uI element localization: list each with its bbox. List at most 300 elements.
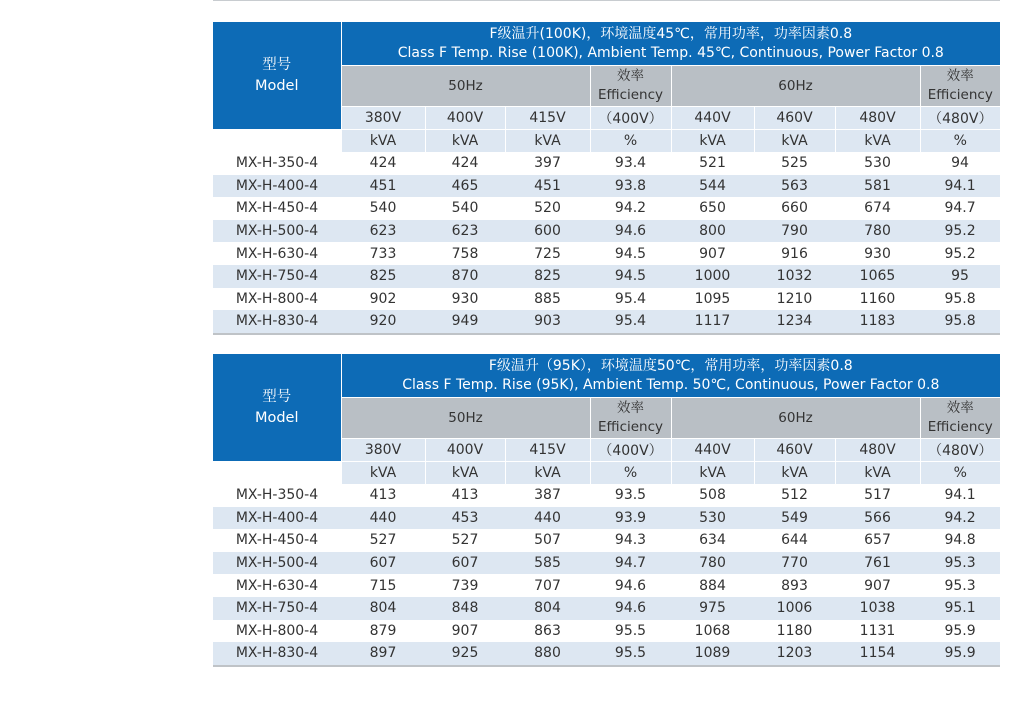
value-cell xyxy=(590,197,671,220)
model-cell-text: MX-H-400-4 xyxy=(235,509,319,526)
table-row xyxy=(213,265,1000,288)
efficiency-header-480v xyxy=(920,398,1000,439)
table-row xyxy=(213,642,1000,666)
table-row xyxy=(213,152,1000,175)
value-cell-text: 93.4 xyxy=(614,155,647,172)
table-row xyxy=(213,288,1000,311)
value-cell xyxy=(425,220,505,243)
voltage-header xyxy=(505,107,590,130)
value-cell-text: 1038 xyxy=(859,600,896,617)
voltage-header-text: （400V） xyxy=(598,111,663,127)
model-cell xyxy=(213,197,341,220)
unit-header-text: kVA xyxy=(864,465,891,481)
value-cell-text: 780 xyxy=(864,223,891,240)
value-cell xyxy=(920,310,1000,334)
value-cell-text: 549 xyxy=(781,509,808,526)
value-cell-text: 1032 xyxy=(776,268,813,285)
value-cell-text: 623 xyxy=(451,223,479,240)
value-cell-text: 1006 xyxy=(776,600,813,617)
value-cell xyxy=(835,507,920,530)
value-cell xyxy=(671,507,754,530)
group-50hz xyxy=(341,398,590,439)
unit-header xyxy=(754,462,835,485)
value-cell-text: 884 xyxy=(699,577,726,594)
value-cell-text: 527 xyxy=(369,532,397,549)
value-cell-text: 907 xyxy=(451,622,479,639)
voltage-header xyxy=(590,107,671,130)
model-cell xyxy=(213,484,341,507)
model-cell-text: MX-H-800-4 xyxy=(235,290,319,307)
value-cell xyxy=(920,552,1000,575)
model-header-en: Model xyxy=(254,409,299,426)
unit-row-blank xyxy=(213,462,341,485)
value-cell xyxy=(425,620,505,643)
value-cell xyxy=(425,242,505,265)
value-cell xyxy=(590,265,671,288)
value-cell-text: 770 xyxy=(781,555,808,572)
model-cell-text: MX-H-800-4 xyxy=(235,622,319,639)
unit-header xyxy=(671,130,754,153)
value-cell xyxy=(754,175,835,198)
value-cell-text: 94.5 xyxy=(614,268,647,285)
value-cell xyxy=(754,288,835,311)
voltage-header-text: 460V xyxy=(776,110,813,126)
voltage-header xyxy=(671,439,754,462)
value-cell-text: 512 xyxy=(781,487,808,504)
value-cell xyxy=(920,197,1000,220)
value-cell xyxy=(835,197,920,220)
table-row xyxy=(213,197,1000,220)
value-cell xyxy=(425,197,505,220)
unit-header xyxy=(505,462,590,485)
table-row xyxy=(213,175,1000,198)
voltage-header xyxy=(754,107,835,130)
value-cell-text: 94.8 xyxy=(944,532,976,549)
value-cell xyxy=(425,574,505,597)
model-cell xyxy=(213,220,341,243)
model-header-cn: 型号 xyxy=(262,388,292,405)
model-cell xyxy=(213,310,341,334)
value-cell-text: 930 xyxy=(864,245,891,262)
group-60hz-label: 60Hz xyxy=(778,77,813,94)
value-cell-text: 863 xyxy=(534,622,561,639)
model-cell xyxy=(213,265,341,288)
value-cell xyxy=(505,574,590,597)
value-cell-text: 95.8 xyxy=(944,313,976,330)
value-cell-text: 563 xyxy=(781,177,808,194)
value-cell xyxy=(671,152,754,175)
value-cell-text: 880 xyxy=(534,645,561,662)
value-cell-text: 804 xyxy=(369,600,397,617)
voltage-header xyxy=(341,439,425,462)
value-cell-text: 897 xyxy=(369,645,397,662)
value-cell xyxy=(505,529,590,552)
value-cell xyxy=(835,152,920,175)
value-cell xyxy=(671,620,754,643)
value-cell-text: 544 xyxy=(699,177,726,194)
value-cell-text: 715 xyxy=(369,577,397,594)
value-cell xyxy=(505,288,590,311)
model-cell xyxy=(213,175,341,198)
model-cell-text: MX-H-630-4 xyxy=(235,245,319,262)
value-cell xyxy=(505,620,590,643)
value-cell-text: 600 xyxy=(534,223,561,240)
value-cell-text: 907 xyxy=(699,245,726,262)
value-cell xyxy=(590,484,671,507)
spec-table-100k xyxy=(213,22,1000,335)
value-cell-text: 1089 xyxy=(694,645,731,662)
value-cell-text: 521 xyxy=(699,155,726,172)
value-cell xyxy=(505,507,590,530)
model-cell xyxy=(213,288,341,311)
group-50hz-label: 50Hz xyxy=(448,77,483,94)
value-cell xyxy=(754,152,835,175)
value-cell-text: 975 xyxy=(699,600,726,617)
value-cell xyxy=(671,242,754,265)
value-cell-text: 94.6 xyxy=(614,577,647,594)
value-cell-text: 657 xyxy=(864,532,891,549)
value-cell xyxy=(425,288,505,311)
value-cell-text: 95.3 xyxy=(944,577,976,594)
value-cell xyxy=(425,552,505,575)
unit-header xyxy=(590,462,671,485)
unit-header xyxy=(754,130,835,153)
value-cell-text: 95.9 xyxy=(944,622,976,639)
value-cell-text: 825 xyxy=(369,268,397,285)
value-cell-text: 761 xyxy=(864,555,891,572)
value-cell-text: 93.5 xyxy=(614,487,647,504)
value-cell xyxy=(425,597,505,620)
unit-header-text: % xyxy=(953,465,967,481)
table-row xyxy=(213,242,1000,265)
table-title-cn: F级温升(100K)，环境温度45℃，常用功率，功率因素0.8 xyxy=(489,25,853,42)
efficiency-en: Efficiency xyxy=(927,419,993,435)
value-cell-text: 517 xyxy=(864,487,891,504)
value-cell-text: 440 xyxy=(369,509,397,526)
value-cell xyxy=(590,310,671,334)
voltage-header-text: 440V xyxy=(694,442,731,458)
group-60hz xyxy=(671,398,920,439)
group-50hz-label: 50Hz xyxy=(448,409,483,426)
unit-header-text: kVA xyxy=(534,133,561,149)
value-cell-text: 660 xyxy=(781,200,808,217)
value-cell-text: 94 xyxy=(951,155,969,172)
value-cell-text: 94.6 xyxy=(614,600,647,617)
unit-header-text: kVA xyxy=(451,465,479,481)
model-cell-text: MX-H-450-4 xyxy=(235,200,319,217)
value-cell-text: 739 xyxy=(451,577,479,594)
voltage-header-text: 415V xyxy=(529,110,566,126)
group-60hz-label: 60Hz xyxy=(778,409,813,426)
efficiency-en: Efficiency xyxy=(597,87,664,103)
value-cell-text: 95.4 xyxy=(614,313,647,330)
value-cell-text: 1154 xyxy=(859,645,896,662)
model-cell-text: MX-H-750-4 xyxy=(235,600,319,617)
value-cell xyxy=(341,220,425,243)
value-cell xyxy=(425,642,505,666)
unit-header xyxy=(425,130,505,153)
value-cell xyxy=(920,574,1000,597)
value-cell xyxy=(590,574,671,597)
value-cell xyxy=(590,597,671,620)
value-cell xyxy=(671,288,754,311)
value-cell xyxy=(590,152,671,175)
value-cell xyxy=(341,242,425,265)
value-cell-text: 634 xyxy=(699,532,726,549)
unit-row xyxy=(213,130,1000,153)
table-row xyxy=(213,574,1000,597)
value-cell xyxy=(671,597,754,620)
value-cell xyxy=(835,484,920,507)
value-cell xyxy=(754,310,835,334)
value-cell xyxy=(754,220,835,243)
model-cell-text: MX-H-500-4 xyxy=(235,223,319,240)
table-row xyxy=(213,620,1000,643)
value-cell-text: 1131 xyxy=(859,622,896,639)
value-cell-text: 1180 xyxy=(776,622,813,639)
table-title xyxy=(341,22,1000,66)
value-cell-text: 465 xyxy=(451,177,479,194)
value-cell xyxy=(754,529,835,552)
value-cell xyxy=(671,552,754,575)
model-cell-text: MX-H-350-4 xyxy=(235,487,319,504)
value-cell xyxy=(341,507,425,530)
value-cell xyxy=(671,310,754,334)
model-cell-text: MX-H-830-4 xyxy=(235,645,319,662)
model-header-en: Model xyxy=(254,77,299,94)
value-cell-text: 879 xyxy=(369,622,397,639)
value-cell xyxy=(590,288,671,311)
value-cell xyxy=(505,175,590,198)
value-cell xyxy=(835,597,920,620)
value-cell xyxy=(505,552,590,575)
value-cell-text: 95.1 xyxy=(944,600,976,617)
value-cell xyxy=(341,175,425,198)
value-cell xyxy=(341,642,425,666)
value-cell xyxy=(754,642,835,666)
value-cell xyxy=(505,597,590,620)
value-cell xyxy=(835,242,920,265)
model-cell-text: MX-H-750-4 xyxy=(235,268,319,285)
value-cell xyxy=(754,265,835,288)
unit-header-text: kVA xyxy=(864,133,891,149)
unit-header-text: kVA xyxy=(781,465,808,481)
value-cell-text: 1234 xyxy=(776,313,813,330)
value-cell xyxy=(341,484,425,507)
value-cell-text: 530 xyxy=(864,155,891,172)
unit-header-text: kVA xyxy=(781,133,808,149)
value-cell xyxy=(425,265,505,288)
value-cell-text: 413 xyxy=(451,487,479,504)
voltage-header-text: 440V xyxy=(694,110,731,126)
value-cell xyxy=(835,288,920,311)
table-title-en: Class F Temp. Rise (100K), Ambient Temp. 45℃, Continuous, Power Factor 0.8 xyxy=(397,44,944,61)
table-title-cn: F级温升（95K），环境温度50℃，常用功率，功率因素0.8 xyxy=(488,357,853,374)
value-cell xyxy=(835,175,920,198)
model-cell xyxy=(213,620,341,643)
value-cell-text: 1117 xyxy=(694,313,731,330)
value-cell-text: 674 xyxy=(864,200,891,217)
value-cell-text: 1068 xyxy=(694,622,731,639)
value-cell-text: 916 xyxy=(781,245,808,262)
value-cell xyxy=(754,620,835,643)
unit-header-text: kVA xyxy=(699,465,726,481)
value-cell xyxy=(920,220,1000,243)
voltage-header xyxy=(505,439,590,462)
value-cell-text: 508 xyxy=(699,487,726,504)
value-cell-text: 1203 xyxy=(776,645,813,662)
value-cell xyxy=(671,220,754,243)
value-cell xyxy=(425,152,505,175)
group-60hz xyxy=(671,66,920,107)
value-cell xyxy=(341,597,425,620)
group-50hz xyxy=(341,66,590,107)
title-row xyxy=(213,22,1000,66)
unit-header xyxy=(835,462,920,485)
value-cell xyxy=(341,552,425,575)
title-row xyxy=(213,354,1000,398)
value-cell xyxy=(590,242,671,265)
value-cell-text: 94.2 xyxy=(614,200,647,217)
value-cell xyxy=(754,484,835,507)
value-cell xyxy=(835,310,920,334)
value-cell xyxy=(425,484,505,507)
value-cell-text: 907 xyxy=(864,577,891,594)
value-cell-text: 581 xyxy=(864,177,891,194)
model-cell xyxy=(213,552,341,575)
value-cell-text: 893 xyxy=(781,577,808,594)
efficiency-cn: 效率 xyxy=(617,400,644,416)
value-cell xyxy=(341,529,425,552)
value-cell xyxy=(920,597,1000,620)
value-cell-text: 94.5 xyxy=(614,245,647,262)
value-cell xyxy=(590,642,671,666)
value-cell-text: 525 xyxy=(781,155,808,172)
voltage-header xyxy=(754,439,835,462)
model-cell-text: MX-H-450-4 xyxy=(235,532,319,549)
unit-header xyxy=(920,130,1000,153)
voltage-header-text: 415V xyxy=(529,442,566,458)
value-cell xyxy=(754,242,835,265)
value-cell-text: 95.5 xyxy=(614,645,647,662)
voltage-header-text: 380V xyxy=(364,110,402,126)
efficiency-cn: 效率 xyxy=(946,400,974,416)
value-cell xyxy=(835,574,920,597)
table-title xyxy=(341,354,1000,398)
value-cell xyxy=(920,288,1000,311)
value-cell xyxy=(920,620,1000,643)
value-cell xyxy=(341,197,425,220)
value-cell xyxy=(590,220,671,243)
value-cell-text: 607 xyxy=(451,555,479,572)
value-cell xyxy=(505,265,590,288)
value-cell xyxy=(505,642,590,666)
value-cell-text: 93.9 xyxy=(614,509,647,526)
value-cell xyxy=(671,642,754,666)
value-cell xyxy=(341,620,425,643)
value-cell xyxy=(341,310,425,334)
efficiency-en: Efficiency xyxy=(597,419,664,435)
value-cell-text: 95.8 xyxy=(944,290,976,307)
voltage-header-text: 400V xyxy=(446,110,484,126)
table-row xyxy=(213,552,1000,575)
value-cell xyxy=(505,152,590,175)
value-cell xyxy=(920,152,1000,175)
value-cell-text: 949 xyxy=(451,313,479,330)
value-cell xyxy=(920,265,1000,288)
value-cell-text: 585 xyxy=(534,555,561,572)
value-cell-text: 540 xyxy=(369,200,397,217)
value-cell-text: 413 xyxy=(369,487,397,504)
table-row xyxy=(213,529,1000,552)
model-cell-text: MX-H-400-4 xyxy=(235,177,319,194)
value-cell-text: 520 xyxy=(534,200,561,217)
value-cell-text: 644 xyxy=(781,532,808,549)
value-cell xyxy=(341,574,425,597)
top-rule xyxy=(213,0,1000,1)
value-cell xyxy=(754,574,835,597)
value-cell-text: 451 xyxy=(369,177,397,194)
value-cell xyxy=(505,197,590,220)
value-cell xyxy=(671,529,754,552)
unit-header xyxy=(920,462,1000,485)
unit-header-text: kVA xyxy=(699,133,726,149)
value-cell xyxy=(671,265,754,288)
value-cell xyxy=(835,552,920,575)
value-cell-text: 95.3 xyxy=(944,555,976,572)
table-title-en: Class F Temp. Rise (95K), Ambient Temp. 50℃, Continuous, Power Factor 0.8 xyxy=(402,376,940,393)
value-cell-text: 94.1 xyxy=(944,177,976,194)
value-cell xyxy=(920,529,1000,552)
value-cell xyxy=(425,175,505,198)
unit-header-text: kVA xyxy=(451,133,479,149)
value-cell-text: 94.7 xyxy=(944,200,976,217)
value-cell xyxy=(671,175,754,198)
value-cell-text: 95.5 xyxy=(614,622,647,639)
value-cell-text: 95.2 xyxy=(944,245,976,262)
model-cell xyxy=(213,642,341,666)
value-cell-text: 94.3 xyxy=(614,532,647,549)
model-cell-text: MX-H-350-4 xyxy=(235,155,319,172)
value-cell xyxy=(835,642,920,666)
voltage-header xyxy=(920,439,1000,462)
value-cell xyxy=(425,507,505,530)
unit-header-text: % xyxy=(623,465,638,481)
value-cell-text: 397 xyxy=(534,155,561,172)
value-cell xyxy=(505,310,590,334)
value-cell-text: 527 xyxy=(451,532,479,549)
value-cell-text: 95.4 xyxy=(614,290,647,307)
model-cell-text: MX-H-830-4 xyxy=(235,313,319,330)
efficiency-cn: 效率 xyxy=(946,68,974,84)
table-row xyxy=(213,310,1000,334)
voltage-header-text: （480V） xyxy=(928,443,993,459)
voltage-header-text: （400V） xyxy=(598,443,663,459)
value-cell-text: 733 xyxy=(369,245,397,262)
model-cell xyxy=(213,574,341,597)
value-cell xyxy=(590,552,671,575)
value-cell-text: 623 xyxy=(369,223,397,240)
value-cell xyxy=(754,507,835,530)
value-cell-text: 440 xyxy=(534,509,561,526)
model-cell xyxy=(213,529,341,552)
voltage-header xyxy=(425,107,505,130)
value-cell xyxy=(835,529,920,552)
value-cell-text: 870 xyxy=(451,268,479,285)
value-cell-text: 848 xyxy=(451,600,479,617)
model-cell xyxy=(213,597,341,620)
table-row xyxy=(213,597,1000,620)
